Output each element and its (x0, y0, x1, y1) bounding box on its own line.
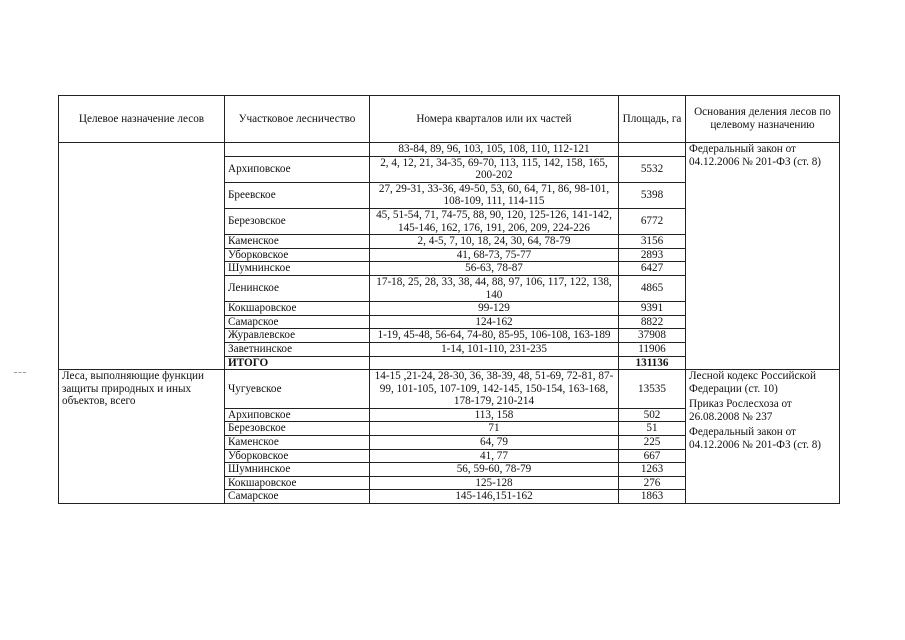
area-cell: 1863 (619, 490, 686, 504)
district-cell: Уборковское (225, 248, 370, 262)
area-cell: 225 (619, 436, 686, 450)
district-cell: Журавлевское (225, 329, 370, 343)
district-cell: Архиповское (225, 156, 370, 182)
district-cell: Кокшаровское (225, 302, 370, 316)
quarters-cell: 45, 51-54, 71, 74-75, 88, 90, 120, 125-126, 141-142, 145-146, 162, 176, 191, 206, 209, 224-226 (370, 208, 619, 234)
quarters-cell: 2, 4-5, 7, 10, 18, 24, 30, 64, 78-79 (370, 235, 619, 249)
area-cell: 11906 (619, 342, 686, 356)
quarters-cell: 125-128 (370, 476, 619, 490)
total-area: 131136 (619, 356, 686, 370)
quarters-cell: 1-14, 101-110, 231-235 (370, 342, 619, 356)
area-cell: 6427 (619, 262, 686, 276)
quarters-cell: 64, 79 (370, 436, 619, 450)
area-cell: 667 (619, 449, 686, 463)
district-cell: Шумнинское (225, 262, 370, 276)
area-cell: 51 (619, 422, 686, 436)
district-cell: Архиповское (225, 408, 370, 422)
area-cell: 5532 (619, 156, 686, 182)
header-district: Участковое лесничество (225, 96, 370, 143)
district-cell: Каменское (225, 436, 370, 450)
total-quarters-cell (370, 356, 619, 370)
table-row (59, 370, 840, 409)
area-cell: 1263 (619, 463, 686, 477)
district-cell: Кокшаровское (225, 476, 370, 490)
area-cell: 276 (619, 476, 686, 490)
area-cell: 9391 (619, 302, 686, 316)
quarters-cell: 56, 59-60, 78-79 (370, 463, 619, 477)
area-cell: 3156 (619, 235, 686, 249)
district-cell: Самарское (225, 315, 370, 329)
quarters-cell: 145-146,151-162 (370, 490, 619, 504)
table-body (59, 143, 840, 504)
header-quarters: Номера кварталов или их частей (370, 96, 619, 143)
header-purpose: Целевое назначение лесов (59, 96, 225, 143)
total-label: ИТОГО (225, 356, 370, 370)
table-row (59, 143, 840, 157)
area-cell (619, 143, 686, 157)
quarters-cell: 41, 68-73, 75-77 (370, 248, 619, 262)
forest-purpose-table (58, 95, 840, 504)
district-cell: Чугуевское (225, 370, 370, 409)
district-cell: Березовское (225, 422, 370, 436)
area-cell: 502 (619, 408, 686, 422)
basis-cell (686, 370, 840, 504)
district-cell: Ленинское (225, 275, 370, 301)
district-cell: Самарское (225, 490, 370, 504)
quarters-cell: 14-15 ,21-24, 28-30, 36, 38-39, 48, 51-69, 72-81, 87-99, 101-105, 107-109, 142-145, 150-154, 163-168, 178-179, 210-214 (370, 370, 619, 409)
quarters-cell: 1-19, 45-48, 56-64, 74-80, 85-95, 106-108, 163-189 (370, 329, 619, 343)
area-cell: 2893 (619, 248, 686, 262)
quarters-cell: 71 (370, 422, 619, 436)
quarters-cell: 113, 158 (370, 408, 619, 422)
area-cell: 6772 (619, 208, 686, 234)
quarters-cell: 56-63, 78-87 (370, 262, 619, 276)
quarters-cell: 124-162 (370, 315, 619, 329)
basis-line: Федеральный закон от 04.12.2006 № 201-ФЗ (ст. 8) (689, 426, 822, 452)
area-cell: 8822 (619, 315, 686, 329)
district-cell (225, 143, 370, 157)
quarters-cell: 83-84, 89, 96, 103, 105, 108, 110, 112-121 (370, 143, 619, 157)
purpose-cell: Леса, выполняющие функции защиты природных и иных объектов, всего (59, 370, 225, 504)
area-cell: 13535 (619, 370, 686, 409)
district-cell: Заветнинское (225, 342, 370, 356)
basis-cell: Федеральный закон от 04.12.2006 № 201-ФЗ (ст. 8) (686, 143, 840, 370)
basis-line: Лесной кодекс Российской Федерации (ст. 10) (689, 370, 816, 395)
quarters-cell: 2, 4, 12, 21, 34-35, 69-70, 113, 115, 142, 158, 165, 200-202 (370, 156, 619, 182)
purpose-cell (59, 143, 225, 370)
quarters-cell: 99-129 (370, 302, 619, 316)
district-cell: Бреевское (225, 182, 370, 208)
area-cell: 5398 (619, 182, 686, 208)
quarters-cell: 17-18, 25, 28, 33, 38, 44, 88, 97, 106, 117, 122, 138, 140 (370, 275, 619, 301)
quarters-cell: 27, 29-31, 33-36, 49-50, 53, 60, 64, 71, 86, 98-101, 108-109, 111, 114-115 (370, 182, 619, 208)
area-cell: 4865 (619, 275, 686, 301)
district-cell: Березовское (225, 208, 370, 234)
header-area: Площадь, га (619, 96, 686, 143)
header-row (59, 96, 840, 143)
header-basis: Основания деления лесов по целевому назначению (686, 96, 840, 143)
basis-line: Приказ Рослесхоза от 26.08.2008 № 237 (689, 398, 792, 423)
district-cell: Каменское (225, 235, 370, 249)
district-cell: Шумнинское (225, 463, 370, 477)
quarters-cell: 41, 77 (370, 449, 619, 463)
area-cell: 37908 (619, 329, 686, 343)
margin-mark (14, 372, 26, 373)
district-cell: Уборковское (225, 449, 370, 463)
